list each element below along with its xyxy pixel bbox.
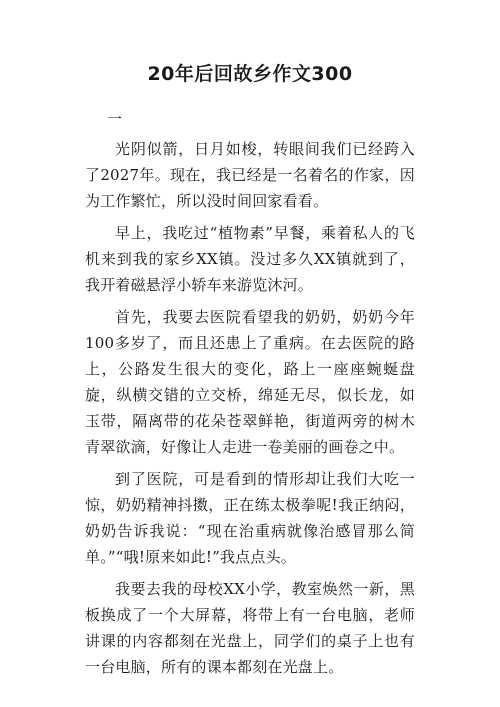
paragraph-4: 到了医院，可是看到的情形却让我们大吃一惊，奶奶精神抖擞，正在练太极拳呢!我正纳闷，奶奶告诉我说：“现在治重病就像治感冒那么简单。”“哦!原来如此!”我点点头。	[85, 470, 415, 566]
document-title: 20年后回故乡作文300	[147, 63, 353, 85]
paragraph-5: 我要去我的母校XX小学，教室焕然一新，黑板换成了一个大屏幕，将带上有一台电脑，老师讲课的内容都刻在光盘上，同学们的桌子上也有一台电脑，所有的课本都刻在光盘上。	[85, 580, 415, 676]
paragraph-1: 光阴似箭，日月如梭，转眼间我们已经跨入了2027年。现在，我已经是一名着名的作家，因为工作繁忙，所以没时间回家看看。	[85, 140, 415, 210]
paragraph-2: 早上，我吃过“植物素”早餐，乘着私人的飞机来到我的家乡XX镇。没过多久XX镇就到了，我开着磁悬浮小轿车来游览沐河。	[85, 224, 415, 294]
section-mark: 一	[107, 110, 123, 128]
paragraph-3: 首先，我要去医院看望我的奶奶，奶奶今年100多岁了，而且还患上了重病。在去医院的路上，公路发生很大的变化，路上一座座蜿蜒盘旋，纵横交错的立交桥，绵延无尽，似长龙，如玉带，隔离带的花朵苍翠鲜艳，街道两旁的树木青翠欲滴，好像让人走进一卷美丽的画卷之中。	[85, 308, 415, 456]
